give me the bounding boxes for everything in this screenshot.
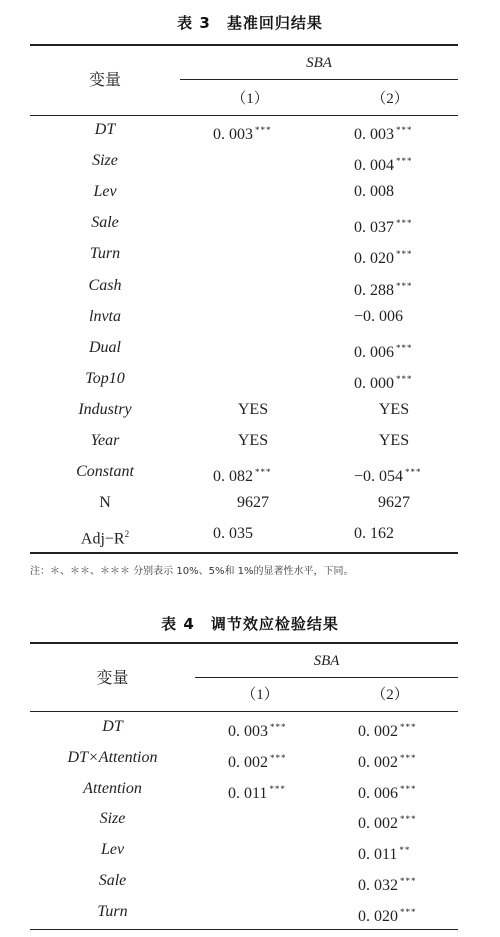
significance-stars: *** (396, 125, 413, 135)
table4-header-col1: （1） (241, 687, 279, 703)
row-variable-text: DT×Attention (67, 748, 158, 766)
significance-stars: *** (400, 783, 417, 794)
row-variable (30, 779, 195, 799)
table3-note: 注：＊、＊＊、＊＊＊ 分别表示 10%、5%和 1%的显著性水平，下同。 (30, 566, 354, 577)
row-value-col2 (354, 369, 413, 394)
significance-stars: *** (405, 467, 422, 478)
row-value-col1 (213, 462, 272, 487)
table4-bottom-rule (30, 929, 458, 930)
row-variable-text: Top10 (85, 369, 125, 387)
significance-stars: *** (270, 722, 287, 732)
table3-top-rule (30, 44, 458, 46)
coefficient: 0. 004 (354, 157, 394, 175)
coefficient: 0. 002 (358, 723, 398, 740)
row-value-col1 (213, 120, 272, 145)
row-variable-text: Size (92, 152, 118, 170)
coefficient: YES (378, 400, 410, 418)
row-variable-text: Attention (83, 779, 142, 797)
significance-stars: *** (269, 783, 286, 794)
coefficient: 0. 002 (358, 815, 398, 833)
coefficient: 0. 003 (354, 126, 394, 143)
table3-header-mid-rule (180, 79, 458, 80)
row-variable (30, 120, 180, 140)
significance-stars: *** (400, 876, 417, 886)
row-variable-text: Size (99, 810, 126, 828)
row-value-col1 (208, 493, 298, 513)
row-value-col2 (354, 338, 413, 363)
table4-header-variable: 变量 (96, 668, 129, 687)
row-variable (30, 151, 180, 171)
row-value-col1 (228, 717, 287, 742)
row-variable (30, 400, 180, 420)
row-variable-text: Lev (100, 841, 125, 859)
coefficient: YES (378, 432, 410, 449)
coefficient: 0. 006 (354, 343, 394, 361)
row-variable-text: Adj−R (80, 530, 125, 548)
row-value-col1 (228, 748, 287, 773)
row-variable-text: Dual (89, 338, 121, 356)
row-value-col1 (208, 400, 298, 420)
row-variable-text: DT (102, 718, 123, 735)
significance-stars: *** (396, 156, 413, 167)
row-variable-text: Sale (91, 214, 119, 232)
significance-stars: *** (396, 280, 413, 291)
coefficient: 0. 000 (354, 374, 394, 392)
coefficient: 0. 020 (358, 907, 398, 925)
coefficient: 0. 035 (213, 525, 253, 543)
row-variable-text: lnvta (89, 307, 121, 325)
row-variable-text: Turn (89, 245, 121, 263)
row-value-col2 (354, 307, 403, 327)
significance-stars: *** (396, 218, 413, 229)
significance-stars: *** (396, 249, 413, 260)
coefficient: 0. 003 (213, 126, 253, 143)
significance-stars: *** (400, 814, 417, 825)
row-variable-text: Industry (78, 400, 132, 418)
row-variable (30, 840, 195, 860)
row-variable (30, 338, 180, 358)
row-variable (30, 902, 195, 922)
row-variable-text: N (99, 494, 111, 512)
row-value-col2 (358, 871, 417, 896)
coefficient: 0. 162 (354, 525, 394, 543)
coefficient: 0. 037 (354, 219, 394, 237)
coefficient: −0. 006 (354, 307, 404, 325)
row-value-col2 (349, 400, 439, 420)
significance-stars: *** (255, 467, 272, 478)
row-variable (30, 182, 180, 202)
coefficient: 0. 032 (358, 877, 398, 894)
row-value-col2 (354, 151, 413, 176)
table3-bottom-rule (30, 552, 458, 554)
coefficient: 9627 (378, 494, 410, 512)
row-value-col1 (208, 431, 298, 451)
row-value-col2 (358, 748, 417, 773)
coefficient: YES (237, 432, 269, 449)
row-variable (30, 717, 195, 737)
row-value-col2 (349, 431, 439, 451)
coefficient: 0. 002 (228, 753, 268, 771)
row-variable (30, 213, 180, 233)
row-variable-text: Lev (93, 183, 117, 201)
row-variable-text: Year (90, 432, 120, 449)
coefficient: 0. 002 (358, 753, 398, 771)
coefficient: −0. 054 (354, 468, 404, 486)
row-value-col2 (354, 462, 422, 487)
coefficient: 0. 288 (354, 281, 394, 299)
table3-header-variable: 变量 (88, 70, 121, 89)
significance-stars: *** (396, 342, 413, 353)
row-value-col2 (358, 717, 417, 742)
row-variable (30, 307, 180, 327)
significance-stars: *** (400, 906, 417, 917)
row-variable (30, 276, 180, 296)
significance-stars: *** (400, 722, 417, 732)
row-value-col2 (354, 524, 394, 544)
significance-stars: *** (255, 125, 272, 135)
coefficient: 0. 008 (354, 183, 394, 201)
row-value-col2 (354, 182, 394, 202)
row-value-col1 (228, 779, 286, 804)
row-variable (30, 748, 195, 768)
row-variable-superscript: 2 (124, 529, 130, 540)
row-variable-text: Turn (97, 902, 128, 920)
row-value-col2 (354, 213, 413, 238)
row-value-col2 (358, 779, 417, 804)
significance-stars: *** (400, 752, 417, 763)
table4-header-col2: （2） (371, 687, 409, 703)
table4-title: 表 4 调节效应检验结果 (161, 615, 339, 633)
table3-title: 表 3 基准回归结果 (177, 14, 323, 32)
row-value-col2 (354, 276, 413, 301)
table3-header-bottom-rule (30, 115, 458, 116)
row-variable (30, 431, 180, 451)
row-value-col2 (358, 809, 417, 834)
coefficient: 0. 082 (213, 468, 253, 486)
significance-stars: *** (270, 752, 287, 763)
coefficient: 9627 (237, 494, 269, 512)
coefficient: 0. 020 (354, 250, 394, 268)
table4-header-bottom-rule (30, 711, 458, 712)
coefficient: 0. 011 (228, 784, 268, 802)
row-variable-text: Cash (88, 276, 122, 294)
row-variable (30, 462, 180, 482)
row-variable (30, 244, 180, 264)
row-variable (30, 369, 180, 389)
row-variable-text: Sale (98, 872, 127, 889)
row-value-col2 (354, 244, 413, 269)
coefficient: 0. 006 (358, 784, 398, 802)
significance-stars: *** (396, 373, 413, 384)
table4-top-rule (30, 642, 458, 644)
row-variable (30, 871, 195, 891)
significance-stars: ** (399, 845, 411, 856)
row-variable (30, 524, 180, 549)
table3-header-sba: SBA (306, 55, 332, 71)
row-value-col1 (213, 524, 253, 544)
table4-header-mid-rule (195, 677, 458, 678)
table3-header-col2: （2） (371, 91, 409, 107)
row-variable (30, 493, 180, 513)
row-value-col2 (358, 840, 410, 865)
coefficient: YES (237, 400, 269, 418)
table4-header-sba: SBA (313, 653, 340, 669)
coefficient: 0. 011 (358, 846, 398, 864)
coefficient: 0. 003 (228, 723, 268, 740)
row-variable (30, 809, 195, 829)
row-variable-text: DT (94, 121, 116, 138)
row-value-col2 (354, 120, 413, 145)
table3-header-col1: （1） (231, 91, 269, 107)
row-variable-text: Constant (76, 463, 134, 481)
row-value-col2 (349, 493, 439, 513)
row-value-col2 (358, 902, 417, 927)
